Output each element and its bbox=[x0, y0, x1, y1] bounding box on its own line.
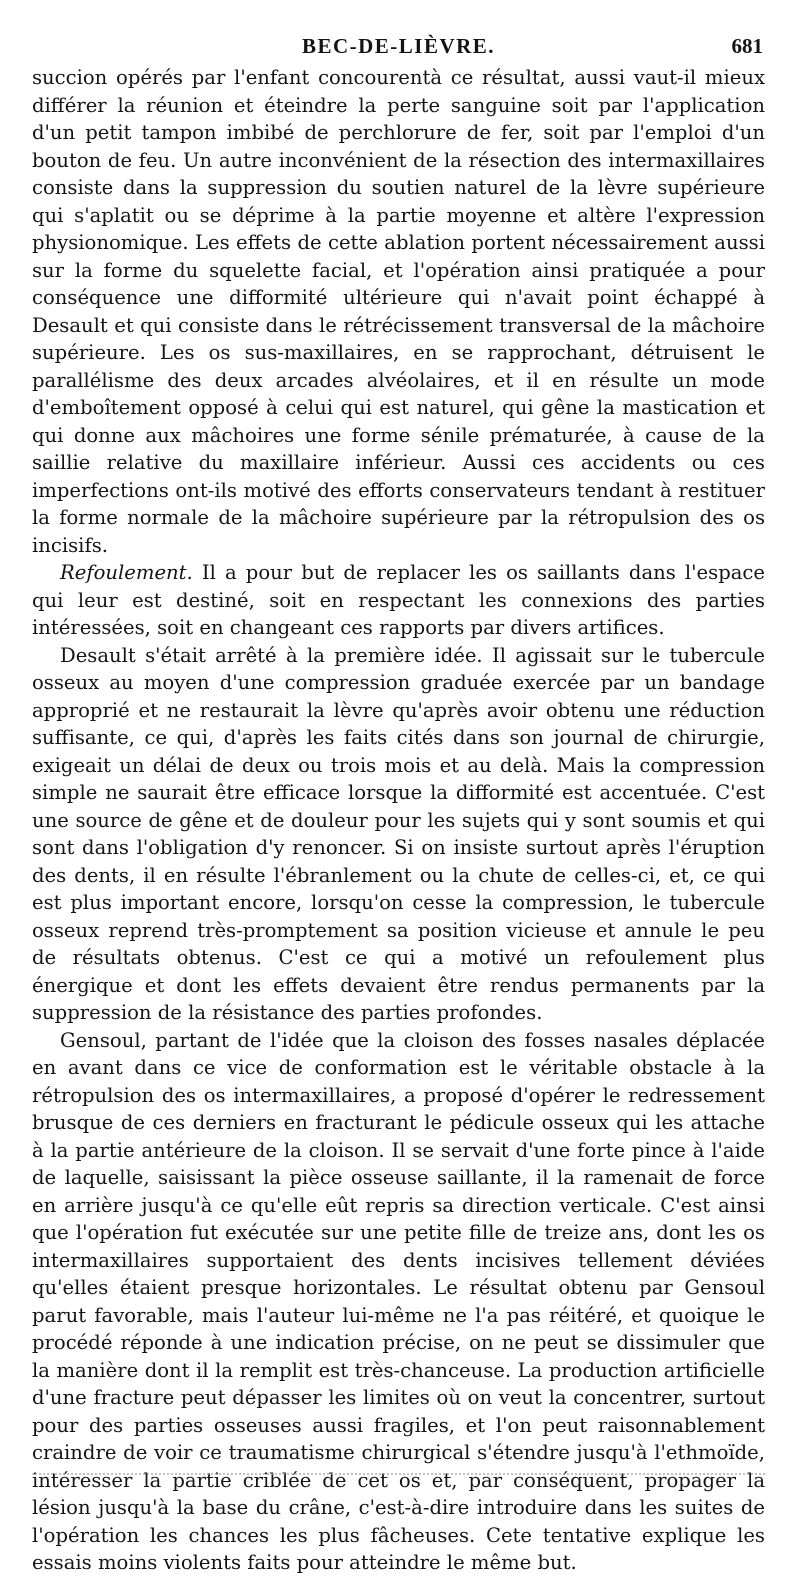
body-text bbox=[32, 64, 765, 1577]
page-number: 681 bbox=[731, 34, 763, 58]
paragraph-refoulement bbox=[32, 559, 765, 642]
paragraph-continuation: succion opérés par l'enfant concourentà ce résultat, aussi vaut-il mieux différer la réunion et éteindre la perte sanguine soit par l'application d'un petit tampon imbibé de perchlorure de fer, soit par l'emploi d'un bouton de feu. Un autre inconvénient de la résection des intermaxillaires consiste dans la suppression du soutien naturel de la lèvre supérieure qui s'aplatit ou se déprime à la partie moyenne et altère l'expression physionomique. Les effets de cette ablation portent nécessairement aussi sur la forme du squelette facial, et l'opération ainsi pratiquée a pour conséquence une difformité ultérieure qui n'avait point échappé à Desault et qui consiste dans le rétrécissement transversal de la mâchoire supérieure. Les os sus-maxillaires, en se rapprochant, détruisent le parallélisme des deux arcades alvéolaires, et il en résulte un mode d'emboîtement opposé à celui qui est naturel, qui gêne la mastication et qui donne aux mâchoires une forme sénile prématurée, à cause de la saillie relative du maxillaire inférieur. Aussi ces accidents ou ces imperfections ont-ils motivé des efforts conservateurs tendant à restituer la forme normale de la mâchoire supérieure par la rétropulsion des os incisifs. bbox=[32, 66, 765, 557]
section-lead: Refoulement. bbox=[60, 561, 193, 584]
running-title: BEC-DE-LIÈVRE. bbox=[301, 34, 496, 58]
page-footer-marks bbox=[32, 1473, 765, 1481]
paragraph-desault: Desault s'était arrêté à la première idée. Il agissait sur le tubercule osseux au moyen d'une compression graduée exercée par un bandage approprié et ne restaurait la lèvre qu'après avoir obtenu une réduction suffisante, ce qui, d'après les faits cités dans son journal de chirurgie, exigeait un délai de deux ou trois mois et au delà. Mais la compression simple ne saurait être efficace lorsque la difformité est accentuée. C'est une source de gêne et de douleur pour les sujets qui y sont soumis et qui sont dans l'obligation d'y renoncer. Si on insiste surtout après l'éruption des dents, il en résulte l'ébranlement ou la chute de celles-ci, et, ce qui est plus important encore, lorsqu'on cesse la compression, le tubercule osseux reprend très-promptement sa position vicieuse et annule le peu de résultats obtenus. C'est ce qui a motivé un refoulement plus énergique et dont les effets devaient être rendus permanents par la suppression de la résistance des parties profondes. bbox=[32, 643, 765, 1024]
paragraph-gensoul: Gensoul, partant de l'idée que la cloison des fosses nasales déplacée en avant dans ce vice de conformation est le véritable obstacle à la rétropulsion des os intermaxillaires, a proposé d'opérer le redressement brusque de ces derniers en fracturant le pédicule osseux qui les attache à la partie antérieure de la cloison. Il se servait d'une forte pince à l'aide de laquelle, saisissant la pièce osseuse saillante, il la ramenait de force en arrière jusqu'à ce qu'elle eût repris sa direction verticale. C'est ainsi que l'opération fut exécutée sur une petite fille de treize ans, dont les os intermaxillaires supportaient des dents incisives tellement déviées qu'elles étaient presque horizontales. Le résultat obtenu par Gensoul parut favorable, mais l'auteur lui-même ne l'a pas réitéré, et quoique le procédé réponde à une indication précise, on ne peut se dissimuler que la manière dont il la remplit est très-chanceuse. La production artificielle d'une fracture peut dépasser les limites où on veut la concentrer, surtout pour des parties osseuses aussi fragiles, et l'on peut raisonnablement craindre de voir ce traumatisme chirurgical s'étendre jusqu'à l'ethmoïde, intéresser la partie criblée de cet os et, par conséquent, propager la lésion jusqu'à la base du crâne, c'est-à-dire introduire dans les suites de l'opération les chances les plus fâcheuses. Cete tentative explique les essais moins violents faits pour atteindre le même but. bbox=[32, 1028, 765, 1574]
paragraph-text: Il a pour but de replacer les os saillants dans l'espace qui leur est destiné, soit en respectant les connexions des parties intéressées, soit en changeant ces rapports par divers artifices. bbox=[32, 561, 765, 639]
book-page bbox=[32, 30, 765, 1577]
running-head bbox=[32, 30, 765, 64]
